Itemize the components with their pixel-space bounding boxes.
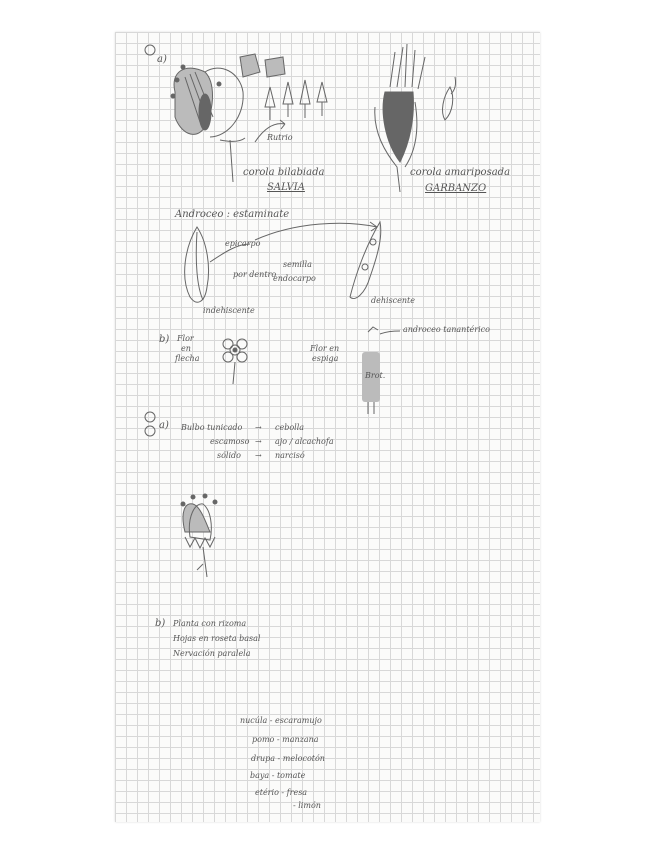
- fruit-0: nucúla - escaramujo: [240, 716, 322, 725]
- epicarpio-label: epicarpo: [225, 239, 261, 248]
- fruit-5: - limón: [293, 801, 321, 810]
- bulb-2-example: narcisó: [275, 451, 305, 460]
- bulb-1-example: ajo / alcachofa: [275, 437, 334, 446]
- salvia-name: SALVIA: [267, 182, 305, 193]
- circle-5: [145, 412, 155, 422]
- stamen-row-drawing: [240, 54, 327, 120]
- endocarpo-label: endocarpo: [273, 274, 316, 283]
- semilla-label: semilla: [283, 260, 312, 269]
- salvia-flower-drawing: [171, 65, 285, 182]
- salvia-corolla-label: corola bilabiada: [243, 167, 325, 178]
- q4-part-b-label: b): [159, 334, 170, 345]
- q4-part-a-label: a): [157, 54, 167, 65]
- bulb-1-arrow: →: [255, 437, 262, 446]
- bulb-2-arrow: →: [255, 451, 262, 460]
- bulb-1-type: escamoso: [210, 437, 250, 446]
- flor-flecha-line-2: en: [181, 344, 191, 353]
- botanical-sketches: [115, 32, 540, 822]
- fruit-1: pomo - manzana: [252, 735, 319, 744]
- note-0: Planta con rizoma: [173, 619, 247, 628]
- fruit-2: drupa - melocotón: [251, 754, 325, 763]
- bulb-0-type: Bulbo tunicado: [181, 423, 243, 432]
- notebook-page: [115, 32, 540, 822]
- q5-part-a-label: a): [159, 420, 169, 431]
- bulb-0-example: cebolla: [275, 423, 305, 432]
- note-2: Nervación paralela: [173, 649, 251, 658]
- por-dentro-label: por dentro: [233, 270, 277, 279]
- dehiscente-label: dehiscente: [371, 296, 415, 305]
- fruit-3: baya - tomate: [250, 771, 306, 780]
- flor-espiga-line-2: espiga: [312, 354, 339, 363]
- androceo-label: Androceo : estaminate: [175, 209, 290, 220]
- flor-espiga-line-1: Flor en: [310, 344, 340, 353]
- indehiscente-label: indehiscente: [203, 306, 255, 315]
- fruit-4: etério - fresa: [255, 788, 308, 797]
- bulb-flower-drawing: [181, 494, 217, 577]
- rutrio-label: Rutrio: [267, 133, 293, 142]
- bulb-0-arrow: →: [255, 423, 262, 432]
- flor-flecha-line-1: Flor: [177, 334, 194, 343]
- spike-text: Brot.: [365, 371, 386, 380]
- small-flower-drawing: [223, 339, 247, 384]
- q5-part-b-label: b): [155, 618, 166, 629]
- note-1: Hojas en roseta basal: [173, 634, 261, 643]
- garbanzo-name: GARBANZO: [425, 183, 487, 194]
- circle-6: [145, 426, 155, 436]
- bulb-2-type: sólido: [217, 451, 241, 460]
- circle-4: [145, 45, 155, 55]
- androceo-tanantérico-label: androceo tanantérico: [403, 325, 490, 334]
- garbanzo-corolla-label: corola amariposada: [410, 167, 511, 178]
- flor-flecha-line-3: flecha: [175, 354, 200, 363]
